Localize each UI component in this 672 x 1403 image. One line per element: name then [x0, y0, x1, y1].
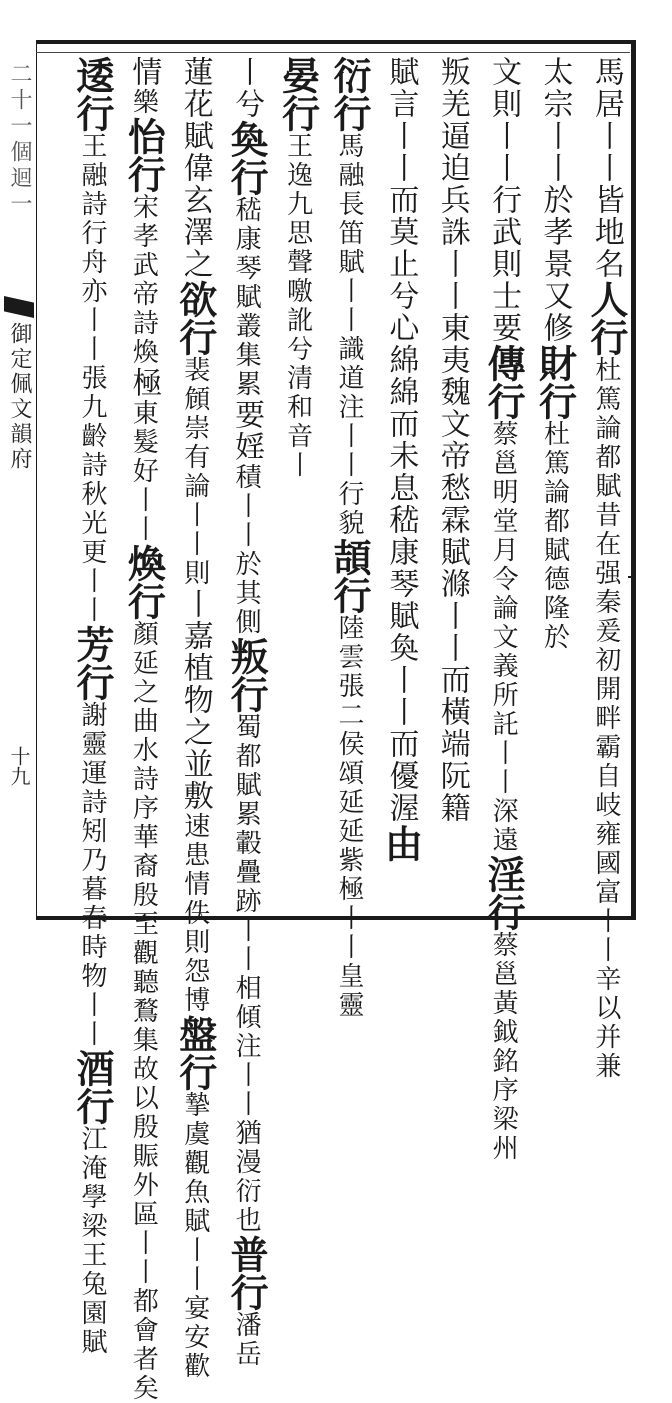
entry-text: 極	[126, 367, 162, 399]
entry-citation: 摯虞觀魚賦	[179, 1091, 210, 1236]
entry-text: 端阮籍	[434, 728, 470, 824]
entry-citation: 集故以殷賑外區丨丨都會者矣	[128, 1026, 159, 1403]
entry-citation: 暮春時物丨丨	[77, 875, 107, 1049]
entry-headword: 怡行	[121, 117, 167, 193]
entry-text: 情	[126, 56, 162, 88]
text-columns	[70, 56, 629, 1403]
entry-citation: 宋孝武帝詩煥	[128, 193, 159, 367]
entry-citation: 訛兮清和音丨	[282, 306, 313, 480]
entry-citation: 積丨丨於其側	[231, 463, 262, 637]
entry-citation: 丨丨宴安歡	[179, 1236, 210, 1381]
entry-text: 文則丨丨行武則士要	[486, 56, 522, 344]
entry-citation: 霸自岐雍國富丨丨辛以并兼	[590, 733, 621, 1081]
entry-citation: 賦德隆於	[539, 536, 570, 652]
entry-citation: 潘岳	[231, 1311, 262, 1369]
entry-headword: 衍行	[326, 56, 372, 132]
entry-citation: 馬融長笛賦丨丨	[333, 132, 364, 335]
top-rule	[36, 52, 630, 53]
entry-headword: 傳行	[481, 344, 527, 420]
entry-headword: 人行	[583, 280, 629, 356]
text-column	[172, 56, 218, 1381]
entry-text: 叛羌逼迫兵誅丨丨東夷魏文帝愁霖賦滌丨丨而橫	[434, 56, 470, 728]
entry-citation: 謝靈運詩矧乃	[77, 701, 107, 875]
entry-text: 蓮花賦偉玄澤之	[177, 56, 213, 280]
entry-citation: 九齡詩秋光更丨丨	[77, 393, 107, 625]
entry-headword: 叛行	[224, 637, 270, 713]
entry-text: 丨兮	[229, 56, 265, 120]
entry-citation: 嵇康琴賦叢集累	[231, 196, 262, 399]
entry-headword: 煥行	[121, 544, 167, 620]
entry-citation: 王兔園賦	[77, 1241, 107, 1357]
entry-citation: 銘序梁州	[488, 1047, 519, 1163]
text-column	[224, 56, 270, 1369]
entry-headword: 奐行	[224, 120, 270, 196]
page-number: 十九	[7, 746, 31, 786]
entry-text: 皆地名	[588, 184, 624, 280]
entry-citation: 延紫極丨丨皇靈	[333, 817, 364, 1020]
text-column	[70, 56, 115, 1357]
entry-headword: 芳行	[70, 625, 115, 701]
entry-text: 馬居丨丨	[588, 56, 624, 184]
margin-top-text: 二十一個迴一	[7, 62, 32, 218]
entry-citation: 相傾注丨丨猶漫衍也	[231, 974, 262, 1235]
entry-citation: 蜀都賦累轂疊跡丨丨	[231, 713, 262, 974]
text-column	[583, 56, 629, 1081]
entry-citation: 杜篤論都	[539, 420, 570, 536]
entry-citation: 速患情佚則怨博	[179, 812, 210, 1015]
entry-headword: 由	[378, 824, 424, 862]
right-edge-tick	[628, 576, 636, 578]
entry-citation: 樂	[128, 88, 159, 117]
entry-headword: 盤行	[172, 1015, 218, 1091]
entry-citation: 王融詩行舟亦丨丨張	[77, 132, 107, 393]
entry-citation: 江淹學梁	[77, 1125, 107, 1241]
entry-citation: 蔡邕明堂月令論文	[488, 420, 519, 652]
entry-headword: 欲行	[172, 280, 218, 356]
entry-text: 要婬	[229, 399, 265, 463]
book-title: 御定佩文韻府	[7, 322, 32, 472]
entry-text: 賦言丨丨而莫止兮心綿綿而未息嵇康琴賦奐丨丨而優渥	[383, 56, 419, 824]
entry-headword: 財行	[532, 344, 578, 420]
entry-headword: 頡行	[326, 538, 372, 614]
entry-headword: 晏行	[275, 56, 321, 132]
entry-citation: 識道注丨丨行貌	[333, 335, 364, 538]
text-column	[276, 56, 320, 912]
entry-citation: 王逸九思聲噭	[282, 132, 313, 306]
entry-headword: 普行	[224, 1235, 270, 1311]
entry-headword: 逶行	[70, 56, 115, 132]
entry-citation: 蔡邕黃鉞	[488, 931, 519, 1047]
text-column	[121, 56, 167, 1403]
entry-headword: 淫行	[481, 855, 527, 931]
entry-citation: 杜篤論都賦昔在强秦爰初開畔	[590, 356, 621, 733]
entry-citation: 顏延之曲水詩序華裔殷至觀聽鶩	[128, 620, 159, 1026]
entry-citation: 陸雲張二侯頌延	[333, 614, 364, 817]
text-column	[378, 56, 422, 912]
entry-text: 丨嘉植物之並敷	[177, 588, 213, 812]
text-column	[533, 56, 577, 912]
text-column	[481, 56, 527, 1163]
text-column	[326, 56, 372, 1020]
entry-citation: 裴頠崇有論丨丨則	[179, 356, 210, 588]
entry-citation: 東髮好丨丨	[128, 399, 159, 544]
entry-headword: 酒行	[70, 1049, 115, 1125]
entry-text: 太宗丨丨於孝景又修	[537, 56, 573, 344]
entry-citation: 義所託丨丨深遠	[488, 652, 519, 855]
text-column	[430, 56, 474, 912]
